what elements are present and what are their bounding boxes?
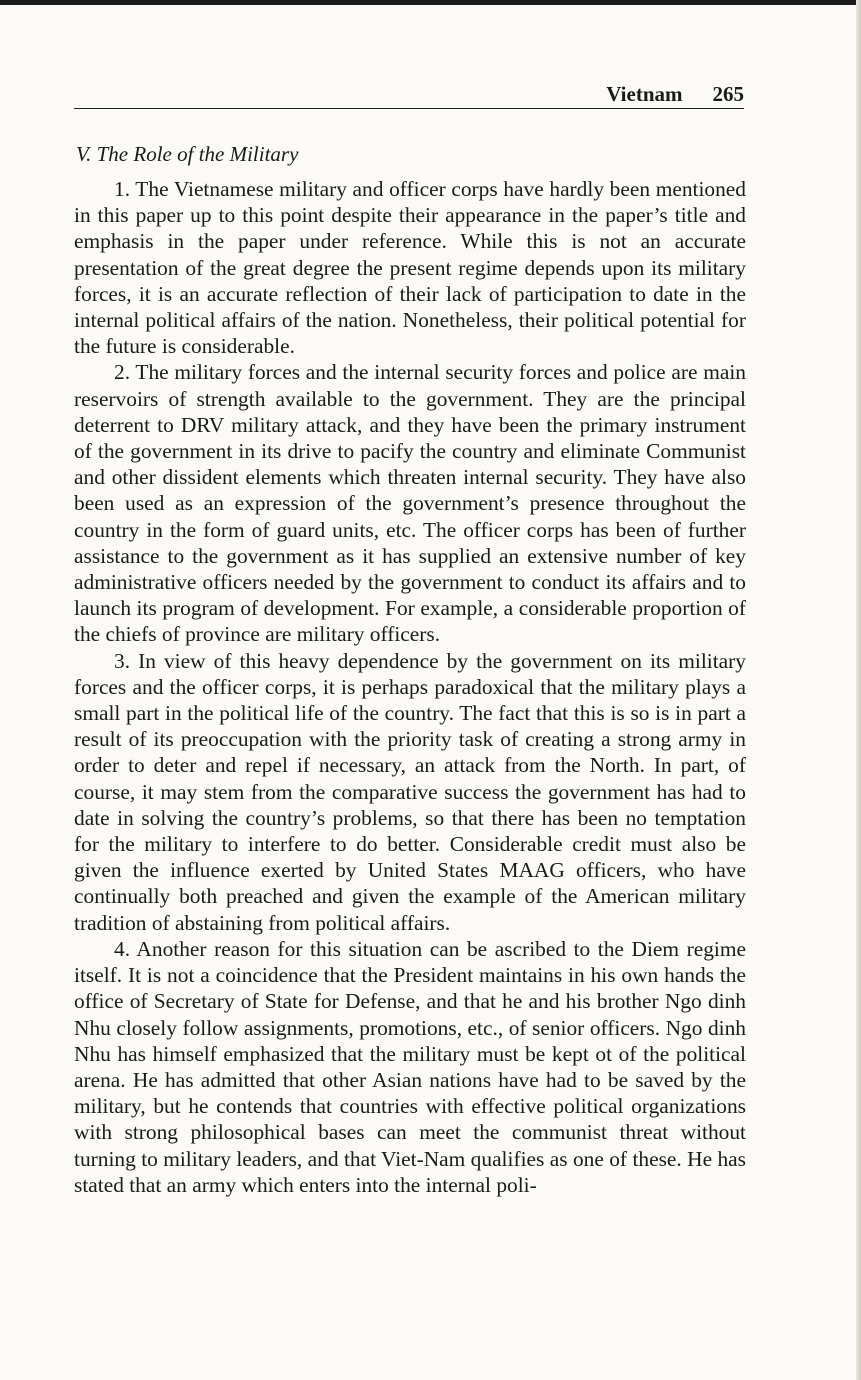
running-head	[74, 80, 744, 109]
paragraph-1: 1. The Vietnamese military and officer corps have hardly been mentioned in this paper up to this point despite their appearance in the paper’s title and emphasis in the paper under reference. While this is not an accurate presentation of the great degree the present regime depends upon its military forces, it is an accurate reflection of their lack of participation to date in the internal political affairs of the nation. Nonetheless, their political potential for the future is considerable.	[74, 177, 746, 359]
page-top-edge	[0, 0, 861, 5]
paragraph-2: 2. The military forces and the internal security forces and police are main reservoirs of strength available to the government. They are the principal deterrent to DRV military attack, and they have been the primary instrument of the government in its drive to pacify the country and eliminate Communist and other dissident elements which threaten internal security. They have also been used as an expression of the government’s presence throughout the country in the form of guard units, etc. The officer corps has been of further assistance to the government as it has supplied an extensive number of key administrative officers needed by the government to conduct its affairs and to launch its program of development. For example, a considerable proportion of the chiefs of province are military officers.	[74, 360, 746, 647]
section-heading: V. The Role of the Military	[76, 142, 299, 166]
page-number: 265	[712, 82, 744, 106]
running-title: Vietnam	[606, 82, 683, 106]
paragraph-3: 3. In view of this heavy dependence by the government on its military forces and the officer corps, it is perhaps paradoxical that the military plays a small part in the political life of the country. The fact that this is so is in part a result of its preoccupation with the priority task of creating a strong army in order to deter and repel if necessary, an attack from the North. In part, of course, it may stem from the comparative success the government has had to date in solving the country’s problems, so that there has been no temptation for the military to interfere to do better. Considerable credit must also be given the influence exerted by United States MAAG officers, who have continually both preached and given the example of the American military tradition of abstaining from political affairs.	[74, 648, 746, 935]
page-right-edge	[856, 0, 861, 1380]
paragraph-4: 4. Another reason for this situation can be ascribed to the Diem regime itself. It is not a coincidence that the President maintains in his own hands the office of Secretary of State for Defense, and that he and his brother Ngo dinh Nhu closely follow assignments, promotions, etc., of senior officers. Ngo dinh Nhu has himself emphasized that the military must be kept ot of the political arena. He has admitted that other Asian nations have had to be saved by the military, but he contends that countries with effective political organizations with strong philosophical bases can meet the communist threat without turning to military leaders, and that Viet-Nam qualifies as one of these. He has stated that an army which enters into the internal poli-	[74, 936, 746, 1197]
body-text	[74, 176, 746, 1198]
